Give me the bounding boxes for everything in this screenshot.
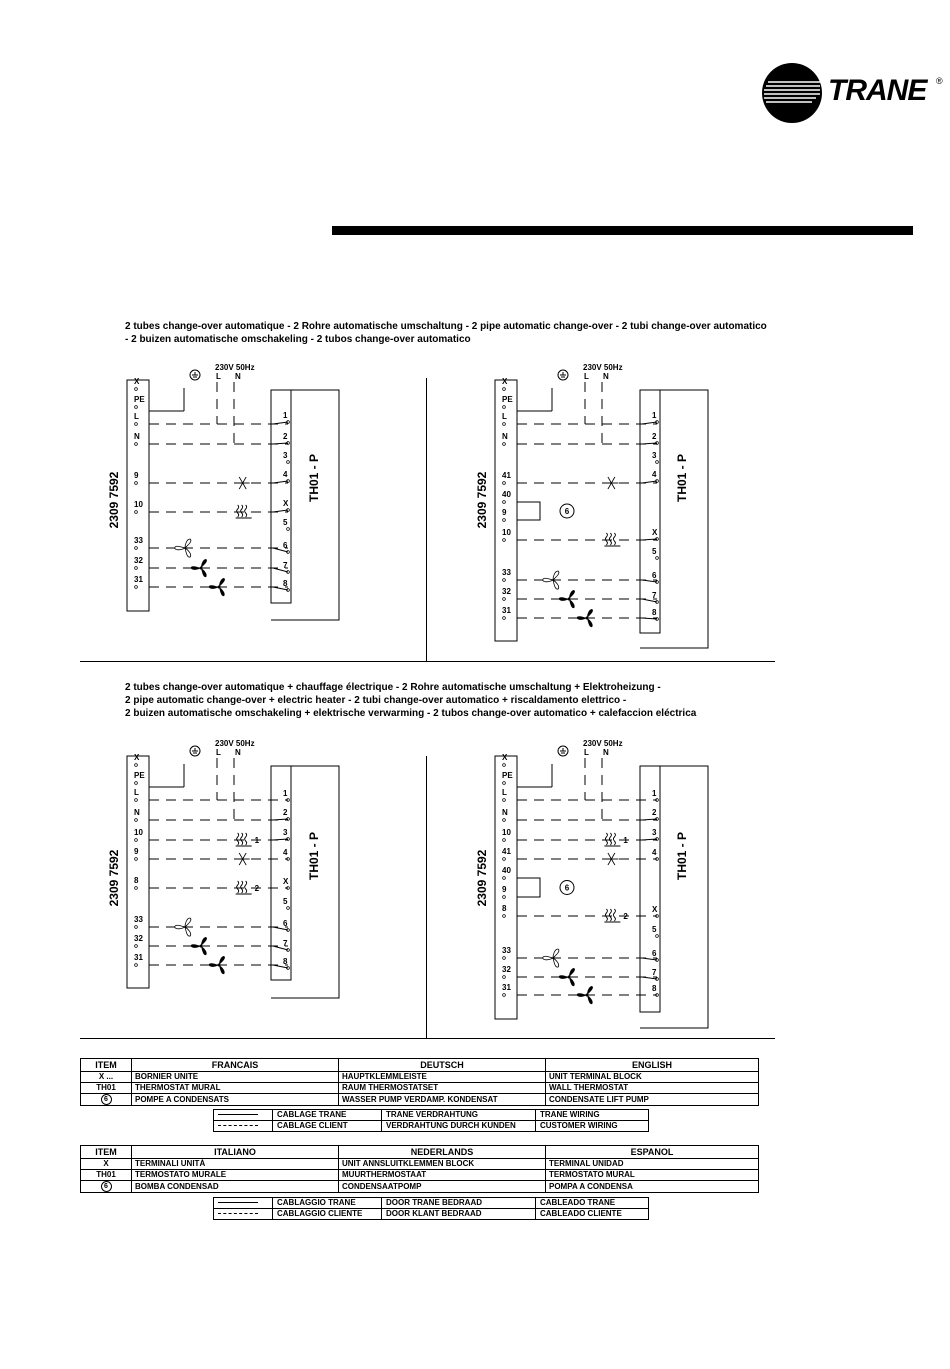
left-terminal-label: X — [502, 377, 508, 386]
dashed-line-sample — [214, 1121, 273, 1132]
table-row — [81, 1083, 759, 1094]
right-terminal-label: 8 — [283, 957, 288, 966]
section2-title-line: 2 tubes change-over automatique + chauffage électrique - 2 Rohre automatische umschaltung + Elektroheizung - — [125, 682, 661, 693]
heater-stage-label: 2 — [623, 912, 628, 921]
terminal-dot — [135, 945, 138, 948]
legend-row — [214, 1209, 649, 1220]
thermostat-housing — [640, 766, 708, 1028]
brand-name: TRANE — [828, 74, 927, 107]
terminal-dot — [503, 539, 506, 542]
terminal-dot — [503, 617, 506, 620]
left-terminal-label: X — [134, 753, 140, 762]
left-terminal-label: 33 — [134, 536, 143, 545]
right-terminal-label: 6 — [652, 949, 657, 958]
terminal-dot — [503, 858, 506, 861]
table-cell: THERMOSTAT MURAL — [132, 1083, 339, 1094]
section2-title-line: 2 pipe automatic change-over + electric heater - 2 tubi change-over automatico + riscaldamento elettrico - — [125, 695, 627, 706]
terminal-dot — [503, 799, 506, 802]
thermostat-housing — [271, 766, 339, 998]
left-terminal-label: X — [134, 377, 140, 386]
table-cell: X ... — [81, 1072, 132, 1083]
left-terminal-label: 31 — [134, 575, 143, 584]
left-terminal-label: 8 — [134, 876, 139, 885]
right-terminal-label: X — [652, 528, 658, 537]
legend-cell: DOOR TRANE BEDRAAD — [382, 1198, 536, 1209]
left-terminal-label: 33 — [502, 946, 511, 955]
terminal-dot — [135, 839, 138, 842]
legend-cell: VERDRAHTUNG DURCH KUNDEN — [382, 1121, 536, 1132]
unit-code-label: 2309 7592 — [107, 849, 121, 907]
thermostat-label: TH01 - P — [307, 831, 321, 881]
terminal-dot — [503, 764, 506, 767]
legend-row — [214, 1198, 649, 1209]
legend-table-2 — [80, 1145, 759, 1193]
terminal-dot — [135, 887, 138, 890]
table-cell: TH01 — [81, 1170, 132, 1181]
left-terminal-label: L — [134, 788, 139, 797]
right-terminal-label: 1 — [283, 789, 288, 798]
table-cell: WASSER PUMP VERDAMP. KONDENSAT — [339, 1094, 546, 1106]
cooling-snowflake-icon — [604, 477, 618, 489]
table-row — [81, 1181, 759, 1193]
left-terminal-label: 33 — [134, 915, 143, 924]
right-terminal-label: 4 — [652, 848, 657, 857]
phase-label: L — [584, 748, 589, 757]
legend-cell: CABLEADO CLIENTE — [536, 1209, 649, 1220]
pump-loop — [517, 502, 540, 520]
terminal-dot — [656, 557, 659, 560]
right-terminal-label: X — [283, 877, 289, 886]
heater-stage-label: 1 — [623, 836, 628, 845]
pump-loop — [517, 878, 540, 897]
terminal-dot — [135, 764, 138, 767]
thermostat-housing — [271, 390, 339, 620]
right-terminal-label: 8 — [652, 984, 657, 993]
right-terminal-label: 6 — [283, 919, 288, 928]
terminal-dot — [656, 461, 659, 464]
terminal-dot — [503, 388, 506, 391]
left-terminal-label: 40 — [502, 490, 511, 499]
condensate-pump-number: 6 — [564, 883, 570, 893]
table-header-english: ENGLISH — [546, 1059, 759, 1072]
heater-stage-label: 2 — [254, 884, 260, 893]
supply-voltage-label: 230V 50Hz — [215, 739, 255, 748]
right-terminal-label: 5 — [283, 897, 288, 906]
table-cell: TERMOSTATO MURALE — [132, 1170, 339, 1181]
terminal-dot — [503, 406, 506, 409]
right-terminal-label: 5 — [652, 925, 657, 934]
legend-cell: DOOR KLANT BEDRAAD — [382, 1209, 536, 1220]
terminal-dot — [135, 858, 138, 861]
terminal-dot — [503, 423, 506, 426]
right-terminal-label: 8 — [652, 608, 657, 617]
legend-cell: TRANE WIRING — [536, 1110, 649, 1121]
table-cell: BORNIER UNITE — [132, 1072, 339, 1083]
left-terminal-label: 31 — [502, 606, 511, 615]
thermostat-terminal-strip — [640, 766, 660, 1012]
neutral-label: N — [603, 748, 609, 757]
table-cell: TERMINALI UNITÀ — [132, 1159, 339, 1170]
terminal-dot — [503, 598, 506, 601]
table-cell: WALL THERMOSTAT — [546, 1083, 759, 1094]
table-cell: HAUPTKLEMMLEISTE — [339, 1072, 546, 1083]
table-cell: TH01 — [81, 1083, 132, 1094]
table-header-francais: FRANCAIS — [132, 1059, 339, 1072]
unit-code-label: 2309 7592 — [475, 471, 489, 529]
legend-cell: CABLAGGIO CLIENTE — [273, 1209, 382, 1220]
left-terminal-label: 32 — [502, 965, 511, 974]
right-terminal-label: 7 — [652, 591, 657, 600]
right-terminal-label: 4 — [652, 470, 657, 479]
left-terminal-label: N — [502, 808, 508, 817]
right-terminal-label: 2 — [283, 808, 288, 817]
left-terminal-label: 10 — [134, 500, 143, 509]
right-terminal-label: 7 — [283, 561, 288, 570]
table-cell-item-circled — [81, 1094, 132, 1106]
right-terminal-label: 6 — [652, 571, 657, 580]
cooling-snowflake-icon — [236, 853, 250, 865]
section1-title-line: - 2 buizen automatische omschakeling - 2 tubos change-over automatico — [125, 334, 471, 345]
table-cell: CONDENSAATPOMP — [339, 1181, 546, 1193]
table-cell: RAUM THERMOSTATSET — [339, 1083, 546, 1094]
terminal-dot — [503, 994, 506, 997]
unit-code-label: 2309 7592 — [475, 849, 489, 907]
right-terminal-label: 3 — [283, 828, 288, 837]
left-terminal-label: 33 — [502, 568, 511, 577]
table-header-italiano: ITALIANO — [132, 1146, 339, 1159]
table-cell-item-circled — [81, 1181, 132, 1193]
terminal-dot — [135, 482, 138, 485]
left-terminal-label: 9 — [502, 508, 507, 517]
right-terminal-label: X — [652, 905, 658, 914]
terminal-dot — [503, 915, 506, 918]
table-cell: UNIT TERMINAL BLOCK — [546, 1072, 759, 1083]
legend-cell: CABLAGGIO TRANE — [273, 1198, 382, 1209]
terminal-dot — [656, 935, 659, 938]
terminal-dot — [135, 567, 138, 570]
terminal-dot — [135, 964, 138, 967]
terminal-dot — [135, 406, 138, 409]
terminal-dot — [135, 926, 138, 929]
terminal-dot — [503, 877, 506, 880]
right-terminal-label: 3 — [652, 828, 657, 837]
left-terminal-label: 9 — [502, 885, 507, 894]
left-terminal-label: 31 — [502, 983, 511, 992]
left-terminal-label: PE — [502, 771, 513, 780]
left-terminal-label: 31 — [134, 953, 143, 962]
solid-line-sample — [214, 1198, 273, 1209]
section1-title-line: 2 tubes change-over automatique - 2 Rohre automatische umschaltung - 2 pipe automatic change-over - 2 tubi change-over automatico — [125, 321, 767, 332]
left-terminal-label: 40 — [502, 866, 511, 875]
table-cell: POMPA A CONDENSA — [546, 1181, 759, 1193]
right-terminal-label: X — [283, 499, 289, 508]
legend-table-1 — [80, 1058, 759, 1106]
terminal-dot — [503, 579, 506, 582]
wiring-legend-1 — [213, 1109, 649, 1132]
terminal-dot — [503, 819, 506, 822]
left-terminal-label: N — [134, 808, 140, 817]
terminal-dot — [135, 586, 138, 589]
right-terminal-label: 2 — [283, 432, 288, 441]
legend-row — [214, 1121, 649, 1132]
neutral-label: N — [235, 748, 241, 757]
right-terminal-label: 8 — [283, 579, 288, 588]
left-terminal-label: 32 — [502, 587, 511, 596]
terminal-dot — [503, 839, 506, 842]
terminal-dot — [135, 511, 138, 514]
left-terminal-label: PE — [134, 771, 145, 780]
table-cell: UNIT ANNSLUITKLEMMEN BLOCK — [339, 1159, 546, 1170]
table-cell: CONDENSATE LIFT PUMP — [546, 1094, 759, 1106]
legend-cell: CABLAGE CLIENT — [273, 1121, 382, 1132]
right-terminal-label: 3 — [652, 451, 657, 460]
terminal-dot — [135, 443, 138, 446]
condensate-pump-number: 6 — [564, 507, 570, 516]
dashed-line-sample — [214, 1209, 273, 1220]
left-terminal-label: PE — [134, 395, 145, 404]
legend-cell: CABLAGE TRANE — [273, 1110, 382, 1121]
terminal-dot — [287, 461, 290, 464]
right-terminal-label: 5 — [652, 547, 657, 556]
neutral-label: N — [235, 372, 241, 381]
left-terminal-label: N — [502, 432, 508, 441]
terminal-dot — [503, 782, 506, 785]
thermostat-label: TH01 - P — [675, 831, 689, 881]
terminal-dot — [503, 896, 506, 899]
registered-mark: ® — [936, 76, 943, 86]
phase-label: L — [216, 748, 221, 757]
thermostat-label: TH01 - P — [307, 453, 321, 503]
cooling-snowflake-icon — [604, 853, 618, 865]
left-terminal-label: 41 — [502, 847, 511, 856]
left-terminal-label: PE — [502, 395, 513, 404]
right-terminal-label: 4 — [283, 470, 288, 479]
terminal-dot — [135, 819, 138, 822]
right-terminal-label: 7 — [652, 968, 657, 977]
legend-cell: CABLEADO TRANE — [536, 1198, 649, 1209]
table-header-item: ITEM — [81, 1146, 132, 1159]
right-terminal-label: 3 — [283, 451, 288, 460]
table-row — [81, 1159, 759, 1170]
table-header-deutsch: DEUTSCH — [339, 1059, 546, 1072]
terminal-dot — [135, 388, 138, 391]
right-terminal-label: 5 — [283, 518, 288, 527]
terminal-dot — [135, 782, 138, 785]
supply-voltage-label: 230V 50Hz — [583, 739, 623, 748]
table-header-espanol: ESPANOL — [546, 1146, 759, 1159]
unit-code-label: 2309 7592 — [107, 471, 121, 529]
right-terminal-label: 1 — [652, 789, 657, 798]
supply-voltage-label: 230V 50Hz — [583, 363, 623, 372]
circled-item-number: 6 — [101, 1094, 112, 1105]
left-terminal-label: L — [502, 788, 507, 797]
left-terminal-label: L — [502, 412, 507, 421]
terminal-dot — [503, 501, 506, 504]
table-cell: BOMBA CONDENSAD — [132, 1181, 339, 1193]
right-terminal-label: 2 — [652, 808, 657, 817]
right-terminal-label: 4 — [283, 848, 288, 857]
table-cell: X — [81, 1159, 132, 1170]
thermostat-terminal-strip — [640, 390, 660, 633]
right-terminal-label: 2 — [652, 432, 657, 441]
terminal-dot — [287, 528, 290, 531]
terminal-dot — [503, 482, 506, 485]
terminal-dot — [135, 423, 138, 426]
terminal-dot — [503, 443, 506, 446]
table-row — [81, 1170, 759, 1181]
table-cell: MUURTHERMOSTAAT — [339, 1170, 546, 1181]
neutral-label: N — [603, 372, 609, 381]
table-cell: POMPE A CONDENSATS — [132, 1094, 339, 1106]
supply-voltage-label: 230V 50Hz — [215, 363, 255, 372]
solid-line-sample — [214, 1110, 273, 1121]
section2-title-line: 2 buizen automatische omschakeling + elektrische verwarming - 2 tubos change-over automatico + calefaccion eléctrica — [125, 708, 697, 719]
left-terminal-label: X — [502, 753, 508, 762]
left-terminal-label: 10 — [134, 828, 143, 837]
phase-label: L — [216, 372, 221, 381]
table-row — [81, 1094, 759, 1106]
left-terminal-label: 10 — [502, 828, 511, 837]
legend-cell: CUSTOMER WIRING — [536, 1121, 649, 1132]
right-terminal-label: 1 — [283, 411, 288, 420]
thermostat-housing — [640, 390, 708, 648]
left-terminal-label: 8 — [502, 904, 507, 913]
table-cell: TERMOSTATO MURAL — [546, 1170, 759, 1181]
cooling-snowflake-icon — [236, 477, 250, 489]
left-terminal-label: 10 — [502, 528, 511, 537]
table-header-item: ITEM — [81, 1059, 132, 1072]
legend-row — [214, 1110, 649, 1121]
right-terminal-label: 1 — [652, 411, 657, 420]
legend-cell: TRANE VERDRAHTUNG — [382, 1110, 536, 1121]
left-terminal-label: 32 — [134, 934, 143, 943]
left-terminal-label: 41 — [502, 471, 511, 480]
circled-item-number: 6 — [101, 1181, 112, 1192]
terminal-dot — [503, 519, 506, 522]
left-terminal-label: N — [134, 432, 140, 441]
left-terminal-label: 32 — [134, 556, 143, 565]
terminal-dot — [135, 547, 138, 550]
wiring-legend-2 — [213, 1197, 649, 1220]
phase-label: L — [584, 372, 589, 381]
left-terminal-label: 9 — [134, 847, 139, 856]
table-row — [81, 1072, 759, 1083]
table-cell: TERMINAL UNIDAD — [546, 1159, 759, 1170]
right-terminal-label: 7 — [283, 939, 288, 948]
left-terminal-label: 9 — [134, 471, 139, 480]
heater-stage-label: 1 — [254, 836, 260, 845]
terminal-dot — [287, 907, 290, 910]
right-terminal-label: 6 — [283, 541, 288, 550]
thermostat-label: TH01 - P — [675, 453, 689, 503]
table-header-nederlands: NEDERLANDS — [339, 1146, 546, 1159]
terminal-dot — [135, 799, 138, 802]
terminal-dot — [503, 957, 506, 960]
terminal-dot — [503, 976, 506, 979]
left-terminal-label: L — [134, 412, 139, 421]
